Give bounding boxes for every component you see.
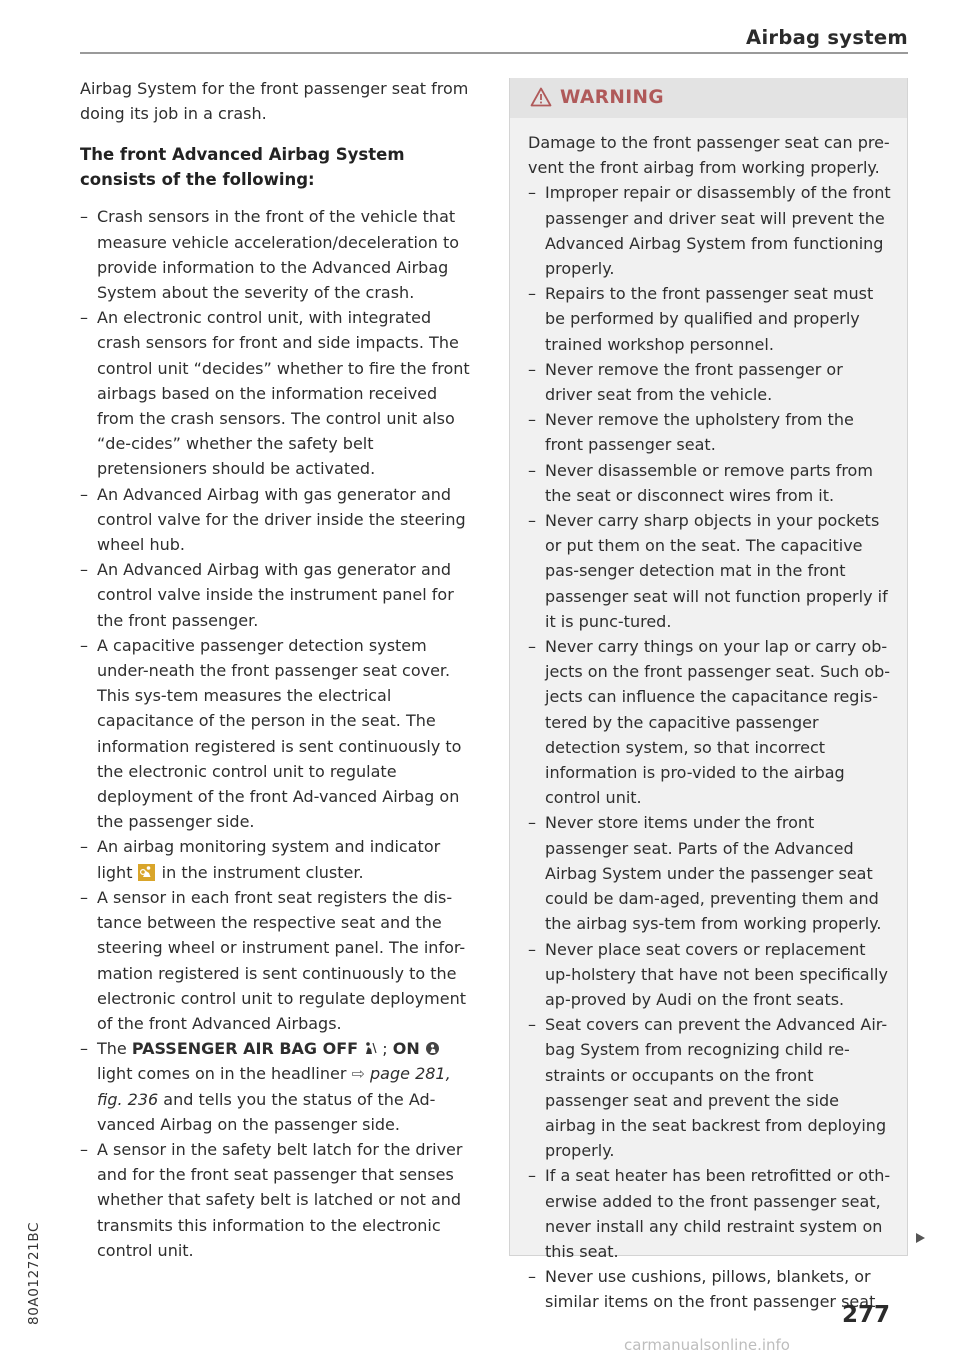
light-text-pre: The	[97, 1039, 127, 1059]
list-item: – A capacitive passenger detection system under-neath the front passenger seat cover. This sys-tem measures the electrical capacitance of the person in the seat. The information registered is sent continuously to the electronic control unit to regulate deployment of the front Ad-vanced Airbag on the passenger side.	[80, 633, 478, 835]
monitor-text-pre: An airbag monitoring system and indicator light	[97, 837, 441, 882]
warning-item: – Never carry things on your lap or carry ob-jects on the front passenger seat. Such ob-jects can influence the capacitance regis-tered by the capacitive passenger detection system, so that incorrect information is pro-vided to the airbag control unit.	[528, 634, 893, 810]
components-list	[80, 204, 478, 1263]
page-ref-arrow-icon: ⇨	[351, 1064, 365, 1084]
list-item: – A sensor in the safety belt latch for the driver and for the front seat passenger that senses whether that safety belt is latched or not and transmits this information to the electronic control unit.	[80, 1137, 478, 1263]
airbag-on-icon	[425, 1039, 440, 1058]
list-item: – A sensor in each front seat registers the dis-tance between the respective seat and the steering wheel or instrument panel. The infor-mation registered is sent continuously to the electronic control unit to regulate deployment of the front Advanced Airbags.	[80, 885, 478, 1036]
watermark: carmanualsonline.info	[624, 1336, 790, 1354]
list-item: – The PASSENGER AIR BAG OFF ; ON light comes on in the headliner ⇨ page 281, fig. 236 and tells you the status of the Ad-vanced Airbag on the passenger side.	[80, 1036, 478, 1137]
list-item	[80, 834, 478, 884]
warning-body	[510, 118, 907, 1315]
page-number: 277	[842, 1302, 891, 1328]
page-reference-link[interactable]: page 281, fig. 236	[97, 1064, 451, 1109]
list-item: – An Advanced Airbag with gas generator and control valve inside the instrument panel for the front passenger.	[80, 557, 478, 633]
warning-item: – Never use cushions, pillows, blankets, or similar items on the front passenger seat.	[528, 1264, 893, 1314]
warning-item: – Never carry sharp objects in your pockets or put them on the seat. The capacitive pas-senger detection mat in the front passenger seat will not function properly if it is punc-tured.	[528, 508, 893, 634]
intro-paragraph: Airbag System for the front passenger seat from doing its job in a crash.	[80, 79, 469, 124]
warning-header	[510, 78, 907, 118]
warning-item: – Improper repair or disassembly of the front passenger and driver seat will prevent the Advanced Airbag System from functioning properly.	[528, 180, 893, 281]
passenger-airbag-off-label: PASSENGER AIR BAG OFF	[131, 1039, 359, 1059]
warning-item: – Never store items under the front passenger seat. Parts of the Advanced Airbag System under the passenger seat could be dam-aged, preventing them and the airbag sys-tem from working properly.	[528, 810, 893, 936]
warning-triangle-icon	[530, 87, 552, 111]
warning-label: WARNING	[560, 87, 664, 108]
warning-item: – Never remove the upholstery from the front passenger seat.	[528, 407, 893, 457]
monitor-text-post: in the instrument cluster.	[161, 862, 364, 882]
left-column	[80, 76, 478, 1263]
continue-arrow-icon	[916, 1233, 925, 1243]
list-item: – An Advanced Airbag with gas generator and control valve for the driver inside the steering wheel hub.	[80, 482, 478, 558]
warning-item: – If a seat heater has been retrofitted or oth-erwise added to the front passenger seat, never install any child restraint system on this seat.	[528, 1163, 893, 1264]
warning-item: – Seat covers can prevent the Advanced Air-bag System from recognizing child re-straints or occupants on the front passenger seat and prevent the side airbag in the seat backrest from deploying properly.	[528, 1012, 893, 1163]
section-heading: The front Advanced Airbag System consists of the following:	[80, 145, 405, 190]
document-code: 80A012721BC	[26, 1222, 42, 1325]
header-divider	[80, 52, 908, 54]
light-text-mid: light comes on in the headliner	[97, 1064, 347, 1084]
list-item: – Crash sensors in the front of the vehicle that measure vehicle acceleration/deceleration to provide information to the Advanced Airbag System about the severity of the crash.	[80, 204, 478, 305]
section-title: Airbag system	[746, 26, 908, 49]
warning-item: – Never remove the front passenger or driver seat from the vehicle.	[528, 357, 893, 407]
airbag-warning-light-icon	[138, 864, 155, 881]
warning-item: – Never place seat covers or replacement up-holstery that have not been specifically ap-proved by Audi on the front seats.	[528, 937, 893, 1013]
warning-intro: Damage to the front passenger seat can pre-vent the front airbag from working properly.	[528, 133, 890, 178]
airbag-off-icon	[363, 1039, 382, 1058]
warning-item: – Repairs to the front passenger seat must be performed by qualified and properly trained workshop personnel.	[528, 281, 893, 357]
list-item: – An electronic control unit, with integrated crash sensors for front and side impacts. The control unit “decides” whether to fire the front airbags based on the information received from the crash sensors. The control unit also “de-cides” whether the safety belt pretensioners should be activated.	[80, 305, 478, 481]
warning-box	[509, 78, 908, 1312]
warning-list	[528, 180, 893, 1314]
on-label: ON	[392, 1039, 420, 1059]
warning-item: – Never disassemble or remove parts from the seat or disconnect wires from it.	[528, 458, 893, 508]
light-text-post: and tells you the status of the Ad-vanced Airbag on the passenger side.	[97, 1089, 436, 1134]
